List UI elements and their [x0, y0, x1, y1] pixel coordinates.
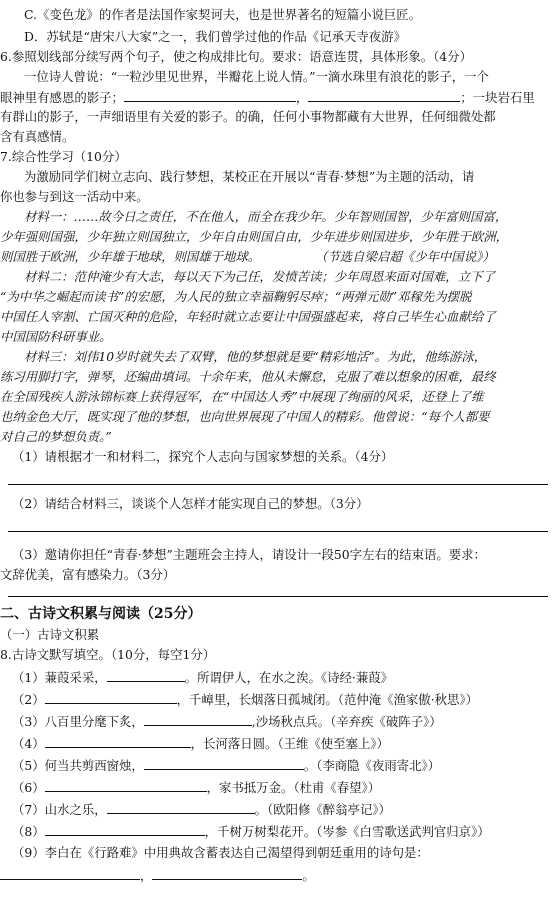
question-8: 8.古诗文默写填空。（10分，每空1分） [0, 647, 216, 662]
q6-passage-line-3: 有群山的影子，一声细语里有关爱的影子。的确，任何小事物都藏有大世界，任何细微处都 [0, 109, 496, 124]
answer-blank[interactable] [124, 88, 296, 102]
material-2-line-4: 中国国防科研事业。 [0, 329, 112, 344]
q7-intro-line-1: 为激励同学们树立志向、践行梦想，某校正在开展以“青春·梦想”为主题的活动，请 [24, 169, 475, 184]
material-1-line-2: 少年强则国强，少年独立则国独立，少年自由则国自由，少年进步则国进步，少年胜于欧洲， [0, 229, 509, 244]
answer-blank[interactable] [45, 822, 205, 836]
fill-item-4: （4） ，长河落日圆。（王维《使至塞上》） [12, 736, 389, 751]
answer-blank[interactable] [0, 866, 140, 880]
fill-item-6: （6） ，家书抵万金。（杜甫《春望》） [12, 780, 381, 795]
q7-intro-line-2: 你也参与到这一活动中来。 [0, 189, 149, 204]
question-7: 7.综合性学习（10分） [0, 149, 127, 164]
answer-line[interactable] [8, 484, 548, 485]
fill-item-2: （2） ，千嶂里，长烟落日孤城闭。（范仲淹《渔家傲·秋思》） [12, 692, 478, 707]
material-3-line-4: 也纳金色大厅，既实现了他的梦想，也向世界展现了中国人的精彩。他曾说：“每个人都要 [0, 409, 490, 424]
fill-item-7: （7）山水之乐， 。（欧阳修《醉翁亭记》） [12, 802, 391, 817]
material-3-line-3: 在全国残疾人游泳锦标赛上获得冠军，在“中国达人秀”中展现了绚丽的风采，还登上了维 [0, 389, 484, 404]
option-c: C.《变色龙》的作者是法国作家契诃夫，也是世界著名的短篇小说巨匠。 [24, 7, 422, 22]
answer-blank[interactable] [107, 800, 255, 814]
answer-line[interactable] [8, 596, 548, 597]
q6-passage-line-1: 一位诗人曾说：“一粒沙里见世界，半瓣花上说人情。”一滴水珠里有浪花的影子，一个 [24, 69, 489, 84]
fill-item-3: （3）八百里分麾下炙， ,沙场秋点兵。（辛弃疾《破阵子》） [12, 714, 442, 729]
material-1-line-1: 材料一：……故今日之责任，不在他人，而全在我少年。少年智则国智，少年富则国富， [24, 209, 508, 224]
material-3-line-1: 材料三：刘伟10岁时就失去了双臂，他的梦想就是要“精彩地活”。为此，他练游泳， [24, 349, 487, 364]
subsection-heading: （一）古诗文积累 [0, 627, 100, 642]
answer-line[interactable] [8, 531, 548, 532]
fill-item-8: （8） ，千树万树梨花开。（岑参《白雪歌送武判官归京》） [12, 824, 490, 839]
option-d: D．苏轼是“唐宋八大家”之一，我们曾学过他的作品《记承天寺夜游》 [24, 29, 406, 44]
sub-question-3-line-2: 文辞优美，富有感染力。（3分） [0, 567, 176, 582]
answer-blank[interactable] [308, 88, 460, 102]
fill-item-1: （1）蒹葭采采， 。所谓伊人，在水之涘。《诗经·蒹葭》 [12, 670, 394, 685]
fill-item-9-blanks: ， 。 [0, 866, 554, 885]
sub-question-3-line-1: （3）邀请你担任“青春·梦想”主题班会主持人，请设计一段50字左右的结束语。要求： [12, 547, 486, 562]
q6-passage-line-4: 含有真感情。 [0, 129, 75, 144]
material-3-line-2: 练习用脚打字，弹琴，还编曲填词。十余年来，他从未懈怠，克服了难以想象的困难，最终 [0, 369, 496, 384]
answer-blank[interactable] [144, 756, 304, 770]
section-2-heading: 二、古诗文积累与阅读（25分） [0, 606, 202, 622]
sub-question-2: （2）请结合材料三，谈谈个人怎样才能实现自己的梦想。（3分） [12, 496, 369, 511]
question-6: 6.参照划线部分续写两个句子，使之构成排比句。要求：语意连贯，具体形象。（4分） [0, 49, 472, 64]
q6-passage-line-2: 眼神里有感恩的影子； ， ；一块岩石里 [0, 90, 535, 105]
material-1-line-3: 则国胜于欧洲，少年雄于地球，则国雄于地球。 [0, 249, 261, 264]
sub-question-1: （1）请根据才一和材料二，探究个人志向与国家梦想的关系。（4分） [12, 449, 394, 464]
answer-blank[interactable] [107, 668, 185, 682]
material-2-line-2: “为中华之崛起而读书”的宏愿，为人民的独立幸福鞠躬尽瘁；“两弹元勋”邓稼先为摆脱 [0, 289, 472, 304]
answer-blank[interactable] [45, 690, 177, 704]
material-2-line-3: 中国任人宰割、亡国灭种的危险，年轻时就立志要让中国强盛起来，将自己毕生心血献给了 [0, 309, 496, 324]
material-1-source: （节选自梁启超《少年中国说》） [315, 249, 495, 264]
fill-item-9: （9）李白在《行路难》中用典故含蓄表达自己渴望得到朝廷重用的诗句是： [12, 845, 429, 860]
material-3-line-5: 对自己的梦想负责。” [0, 429, 112, 444]
fill-item-5: （5）何当共剪西窗烛， 。（李商隐《夜雨寄北》） [12, 758, 441, 773]
answer-blank[interactable] [45, 734, 191, 748]
answer-blank[interactable] [152, 866, 302, 880]
material-2-line-1: 材料二：范仲淹少有大志，每以天下为己任，发愤苦读；少年周恩来面对国难，立下了 [24, 269, 495, 284]
answer-blank[interactable] [45, 778, 207, 792]
answer-blank[interactable] [144, 712, 252, 726]
